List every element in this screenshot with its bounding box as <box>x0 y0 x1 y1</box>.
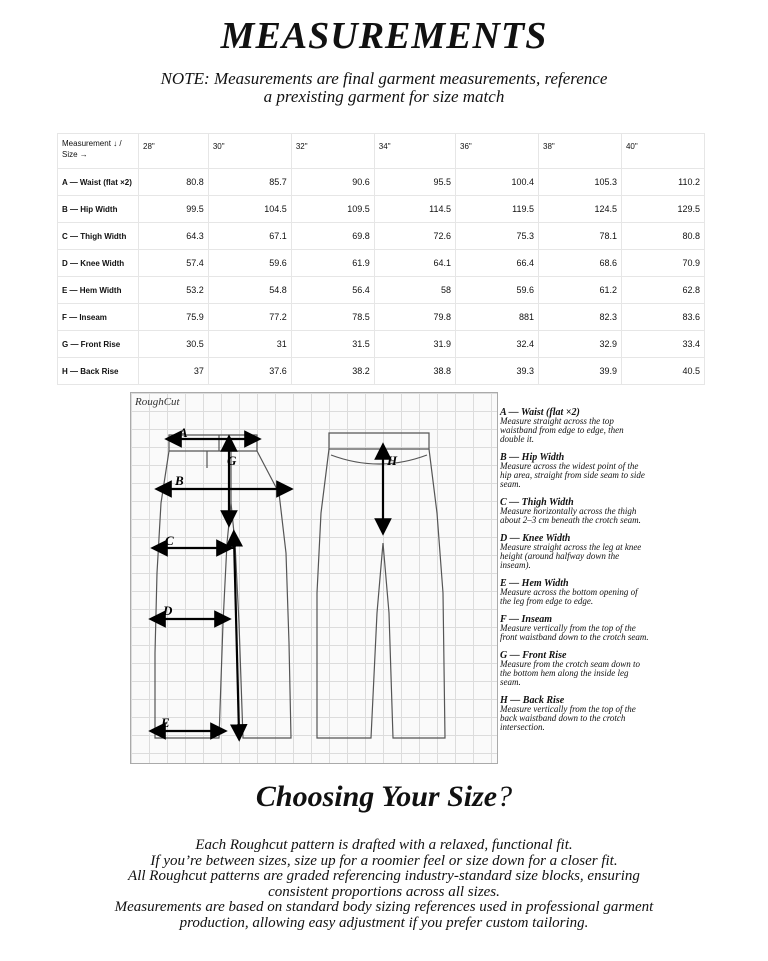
legend-item <box>500 453 650 489</box>
letter-e: E <box>161 715 170 730</box>
legend-title: E — Hem Width <box>500 578 569 589</box>
measurement-cell: 72.6 <box>374 223 455 250</box>
measurement-cell: 80.8 <box>621 223 704 250</box>
measurement-cell: 75.9 <box>139 304 209 331</box>
measurement-cell: 78.5 <box>291 304 374 331</box>
measurement-cell: 66.4 <box>456 250 539 277</box>
legend-title: G — Front Rise <box>500 650 567 661</box>
measurement-cell: 57.4 <box>139 250 209 277</box>
advice-line: All Roughcut patterns are graded referencing industry-standard size blocks, ensuring <box>128 868 640 884</box>
note-line-2: a prexisting garment for size match <box>263 87 505 106</box>
advice-line: Each Roughcut pattern is drafted with a relaxed, functional fit. <box>195 837 573 853</box>
row-label: G — Front Rise <box>58 331 139 358</box>
legend-title: B — Hip Width <box>500 452 565 463</box>
letter-g: G <box>227 453 237 468</box>
legend-description: Measure straight across the leg at knee height (around halfway down the inseam). <box>500 542 642 570</box>
measurement-cell: 61.9 <box>291 250 374 277</box>
legend-description: Measure horizontally across the thigh about 2–3 cm beneath the crotch seam. <box>500 506 641 525</box>
measurement-cell: 105.3 <box>539 169 622 196</box>
measurement-cell: 881 <box>456 304 539 331</box>
table-row <box>58 358 705 385</box>
measurement-cell: 70.9 <box>621 250 704 277</box>
letter-d: D <box>163 603 173 618</box>
pants-illustration <box>131 393 497 763</box>
measurement-cell: 99.5 <box>139 196 209 223</box>
letter-b: B <box>175 473 184 488</box>
measurement-cell: 100.4 <box>456 169 539 196</box>
measurement-cell: 37 <box>139 358 209 385</box>
measurement-cell: 61.2 <box>539 277 622 304</box>
advice-line: If you’re between sizes, size up for a roomier feel or size down for a closer fit. <box>150 852 618 869</box>
letter-f: F <box>231 537 240 552</box>
measurement-cell: 114.5 <box>374 196 455 223</box>
row-label: A — Waist (flat ×2) <box>58 169 139 196</box>
measurement-cell: 67.1 <box>208 223 291 250</box>
legend-title: D — Knee Width <box>500 533 571 544</box>
row-label: C — Thigh Width <box>58 223 139 250</box>
measurement-cell: 38.8 <box>374 358 455 385</box>
legend-item <box>500 408 650 444</box>
size-header: 30" <box>208 134 291 169</box>
measurement-cell: 82.3 <box>539 304 622 331</box>
table-row <box>58 331 705 358</box>
measurement-cell: 83.6 <box>621 304 704 331</box>
size-header: 38" <box>539 134 622 169</box>
measurement-cell: 78.1 <box>539 223 622 250</box>
letter-a: A <box>179 425 188 440</box>
measurement-note <box>0 70 768 106</box>
measurement-cell: 119.5 <box>456 196 539 223</box>
legend-title: C — Thigh Width <box>500 497 574 508</box>
legend-description: Measure across the bottom opening of the leg from edge to edge. <box>500 587 638 606</box>
legend-description: Measure vertically from the top of the front waistband down to the crotch seam. <box>500 623 649 642</box>
table-row <box>58 250 705 277</box>
measurement-cell: 64.1 <box>374 250 455 277</box>
choosing-size-title: Choosing Your Size <box>255 780 498 813</box>
measurement-cell: 69.8 <box>291 223 374 250</box>
measurement-cell: 85.7 <box>208 169 291 196</box>
legend-item <box>500 651 650 687</box>
letter-c: C <box>165 533 174 548</box>
measurement-cell: 109.5 <box>291 196 374 223</box>
measurement-legend <box>500 408 650 741</box>
measurement-cell: 129.5 <box>621 196 704 223</box>
measurement-cell: 90.6 <box>291 169 374 196</box>
advice-line: Measurements are based on standard body sizing references used in professional garment <box>114 899 654 915</box>
measurement-cell: 77.2 <box>208 304 291 331</box>
measurement-cell: 80.8 <box>139 169 209 196</box>
legend-title: H — Back Rise <box>500 695 565 706</box>
page-title: MEASUREMENTS <box>220 15 548 57</box>
measurement-cell: 79.8 <box>374 304 455 331</box>
legend-item <box>500 696 650 732</box>
choosing-size-qmark: ? <box>497 780 513 813</box>
advice-line: production, allowing easy adjustment if you prefer custom tailoring. <box>179 914 589 931</box>
measurement-cell: 59.6 <box>208 250 291 277</box>
size-header: 40" <box>621 134 704 169</box>
pants-diagram <box>130 392 498 764</box>
legend-description: Measure from the crotch seam down to the bottom hem along the inside leg seam. <box>500 659 640 687</box>
table-corner-label: Measurement ↓ / Size → <box>58 134 139 169</box>
measurement-cell: 37.6 <box>208 358 291 385</box>
brand-logo: RoughCut <box>135 396 180 408</box>
measurement-cell: 40.5 <box>621 358 704 385</box>
measurement-cell: 124.5 <box>539 196 622 223</box>
measurement-cell: 31 <box>208 331 291 358</box>
row-label: F — Inseam <box>58 304 139 331</box>
table-row <box>58 223 705 250</box>
legend-description: Measure vertically from the top of the back waistband down to the crotch intersection. <box>500 704 636 732</box>
table-row <box>58 196 705 223</box>
measurement-cell: 33.4 <box>621 331 704 358</box>
measurement-cell: 95.5 <box>374 169 455 196</box>
measurement-cell: 58 <box>374 277 455 304</box>
letter-h: H <box>387 453 398 468</box>
legend-title: F — Inseam <box>500 614 553 625</box>
legend-item <box>500 498 650 525</box>
measurement-cell: 68.6 <box>539 250 622 277</box>
measurement-cell: 39.3 <box>456 358 539 385</box>
choosing-size-heading <box>0 780 768 814</box>
measurement-cell: 56.4 <box>291 277 374 304</box>
row-label: E — Hem Width <box>58 277 139 304</box>
measurement-cell: 38.2 <box>291 358 374 385</box>
size-header: 34" <box>374 134 455 169</box>
measurement-cell: 75.3 <box>456 223 539 250</box>
advice-line: consistent proportions across all sizes. <box>268 883 500 900</box>
measurement-cell: 64.3 <box>139 223 209 250</box>
table-row <box>58 304 705 331</box>
row-label: H — Back Rise <box>58 358 139 385</box>
measurement-cell: 32.9 <box>539 331 622 358</box>
legend-item <box>500 615 650 642</box>
size-header: 36" <box>456 134 539 169</box>
measurement-cell: 104.5 <box>208 196 291 223</box>
measurement-cell: 39.9 <box>539 358 622 385</box>
table-header-row <box>58 134 705 169</box>
measurement-table <box>57 133 705 385</box>
legend-description: Measure straight across the top waistband from edge to edge, then double it. <box>500 416 624 444</box>
legend-item <box>500 534 650 570</box>
size-header: 32" <box>291 134 374 169</box>
legend-item <box>500 579 650 606</box>
row-label: B — Hip Width <box>58 196 139 223</box>
measurement-cell: 53.2 <box>139 277 209 304</box>
measurement-cell: 32.4 <box>456 331 539 358</box>
measurement-cell: 110.2 <box>621 169 704 196</box>
measurement-cell: 31.9 <box>374 331 455 358</box>
legend-description: Measure across the widest point of the hip area, straight from side seam to side seam. <box>500 461 645 489</box>
back-pants-outline <box>317 433 445 738</box>
table-row <box>58 169 705 196</box>
legend-title: A — Waist (flat ×2) <box>500 407 580 418</box>
measurement-cell: 59.6 <box>456 277 539 304</box>
note-line-1: NOTE: Measurements are final garment measurements, reference <box>160 69 608 88</box>
table-row <box>58 277 705 304</box>
measurement-cell: 30.5 <box>139 331 209 358</box>
measurement-cell: 31.5 <box>291 331 374 358</box>
size-header: 28" <box>139 134 209 169</box>
measurement-cell: 54.8 <box>208 277 291 304</box>
row-label: D — Knee Width <box>58 250 139 277</box>
measurement-cell: 62.8 <box>621 277 704 304</box>
sizing-advice <box>40 838 728 931</box>
